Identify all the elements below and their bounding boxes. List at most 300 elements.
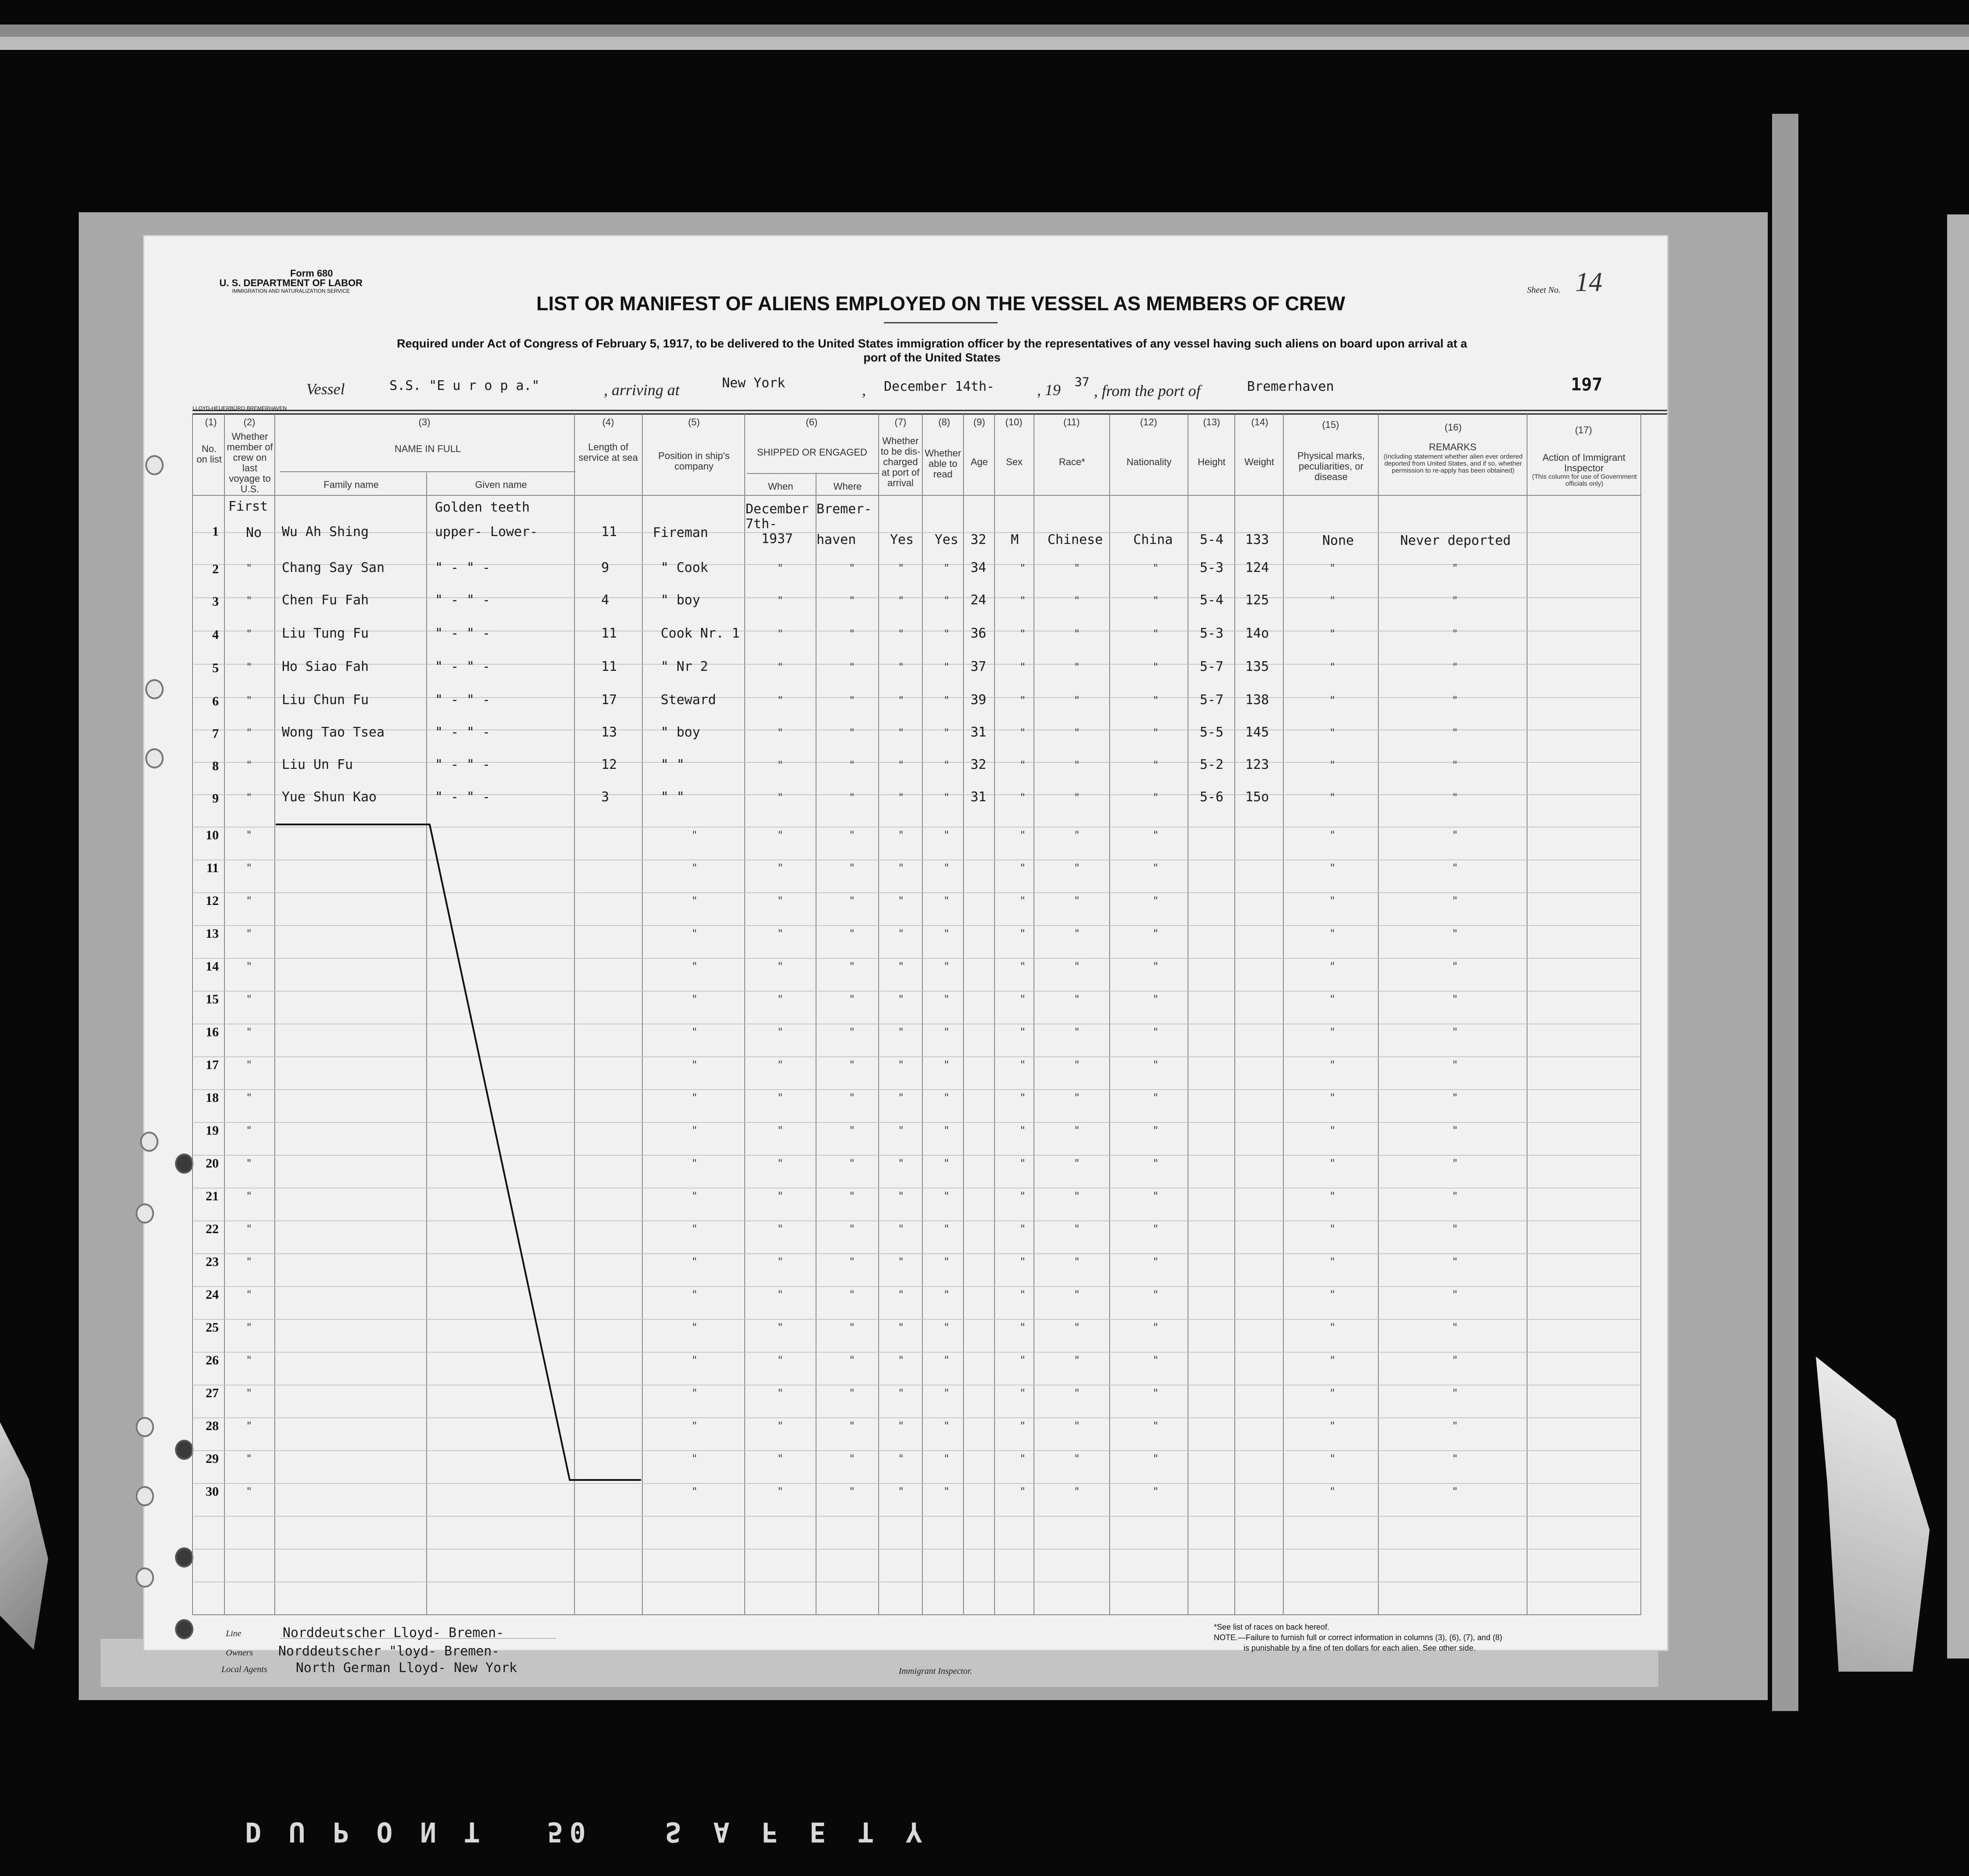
ditto-mark: " — [943, 1157, 950, 1169]
ditto-mark: " — [898, 661, 904, 673]
ditto-mark: " — [1020, 927, 1026, 940]
row-position: Steward — [661, 692, 716, 708]
ditto-mark: " — [777, 927, 784, 940]
col-num-15: (15) — [1322, 419, 1339, 430]
row-number: 5 — [212, 661, 219, 675]
ditto-mark: " — [1153, 960, 1159, 972]
ditto-mark: " — [898, 1354, 904, 1366]
ditto-mark: " — [849, 1354, 855, 1366]
ditto-mark: " — [1020, 1420, 1026, 1432]
ditto-mark: " — [898, 726, 904, 739]
ditto-mark: " — [1153, 829, 1159, 841]
arriving-port: New York — [722, 375, 785, 391]
ditto-mark: " — [943, 960, 950, 972]
ditto-mark: " — [1329, 1288, 1336, 1301]
row-weight: 124 — [1245, 560, 1269, 575]
ditto-mark: " — [246, 829, 252, 841]
ditto-mark: " — [1153, 661, 1159, 673]
ditto-mark: " — [777, 1354, 784, 1366]
ditto-mark: " — [777, 829, 784, 841]
row-weight: 138 — [1245, 692, 1269, 708]
row-age: 34 — [970, 560, 987, 575]
row1-length: 11 — [601, 524, 617, 540]
row1-nationality: China — [1133, 532, 1173, 547]
row-given-name: " - " - — [435, 692, 490, 708]
ditto-mark: " — [246, 927, 252, 940]
ditto-mark: " — [849, 1059, 855, 1071]
ditto-mark: " — [1074, 1255, 1080, 1268]
film-edge-strip — [0, 37, 1969, 50]
ditto-mark: " — [777, 894, 784, 907]
ditto-mark: " — [777, 1420, 784, 1432]
ditto-mark: " — [1020, 1485, 1026, 1497]
ditto-mark: " — [777, 1026, 784, 1038]
col-num-6: (6) — [806, 417, 818, 428]
ditto-mark: " — [849, 1321, 855, 1333]
ditto-mark: " — [1020, 862, 1026, 874]
ditto-mark: " — [1153, 993, 1159, 1005]
row-height: 5-3 — [1200, 626, 1224, 641]
ditto-mark: " — [1020, 1124, 1026, 1136]
row1-race: Chinese — [1048, 532, 1103, 547]
ditto-mark: " — [691, 1452, 698, 1465]
ditto-mark: " — [1153, 1059, 1159, 1071]
row-number: 9 — [212, 791, 219, 806]
ditto-mark: " — [1074, 594, 1080, 607]
ditto-mark: " — [1020, 759, 1026, 771]
ditto-mark: " — [1020, 1452, 1026, 1465]
ditto-mark: " — [246, 759, 252, 771]
row1-given-top: Golden teeth — [435, 500, 530, 515]
col-num-4: (4) — [602, 417, 614, 428]
ditto-mark: " — [1452, 562, 1458, 574]
ditto-mark: " — [1452, 1091, 1458, 1104]
header-remarks: REMARKS — [1429, 442, 1477, 452]
film-letter: N — [420, 1816, 443, 1848]
row-family-name: Liu Un Fu — [282, 757, 353, 772]
ditto-mark: " — [1020, 1288, 1026, 1301]
ditto-mark: " — [246, 1354, 252, 1366]
ditto-mark: " — [1452, 1157, 1458, 1169]
ditto-mark: " — [246, 661, 252, 673]
manifest-form: Form 680 U. S. DEPARTMENT OF LABOR IMMIGRATION AND NATURALIZATION SERVICE LIST OR MANIFEST OF ALIENS EMPLOYED ON THE VESSEL AS MEMBERS OF CREW Required under Act of Congress of February 5, 1917, to be delivered to the United States immigration officer by the representatives of any vessel having such aliens on board upon arrival at a port of the United States Sheet No. 14 Vessel S.S. "E u r o p a." , arriving at New York , December 14th- , 19 37 , from the port of Bremerhaven 197 LLOYD-HEUERBÜRO BREMERHAVEN (1) (2) (3) (4) (5) (6) (7) (8) (9) (10) (11) (12) (13) (14) (15) (16) (17) No. on list Whether member of crew on last voyage to U.S. NAME IN FULL Family name Given name Length of service at sea Position in ship's company SHIPPED OR ENGAGED When Where Whether to be dis-charged at port of arrival Whether able to read Age Sex Race* Nationality Height Weight Physical marks, peculiarities, or disease REMARKS (Including statement whether alien ever ordered deported from United States, and if so, whether permission to re-apply has been obtained) Action of Immigrant Inspector (This column for use of Government officials only) 1 First No Wu Ah Shing Golden teeth upper- Lower- 11 Fireman December 7th- 1937 Bremer- haven Yes Yes 32 M Chinese China 5-4 133 None Never deported 2 Chang Say San " - " - 9 " Cook 34 5-3 124 " " " " " " " " " " 3 Chen Fu Fah " - " - 4 " boy 24 5-4 125 " " " " " " " " " " 4 Liu Tung Fu " - " - 11 Cook Nr. 1 36 5-3 14o " " " " " " " " " " 5 Ho Siao Fah " - " - 11 " Nr 2 37 5-7 135 " " " " " " " " " " 6 Liu Chun Fu " - " - 17 Steward 39 5-7 138 " " " " " " " " " " 7 Wong Tao Tsea " - " - 13 " boy 31 5-5 145 " " " " " " " " " " 8 Liu Un Fu " - " - 12 " " 32 5-2 123 " " " " " " " " " " 9 Yue Shun Kao " - " - 3 " " 31 5-6 15o " " " " " " " " " " 10 " " " " " " " " " " " 11 " " " " " " " " " " " 12 " " " " " " " " " " " 13 " " " " " " " " " " " 14 " " " " " " " " " " " 15 " " " " " " " " " " " 16 " " " " " " " " " " " 17 " " " " " " " " " " " 18 " " " " " " " " " " " 19 " " " " " " " " " " " 20 " " " " " " " " " " " 21 " " " " " " " " " " " 22 " " " " " " " " " " " 23 " " " " " " " " " " " 24 " " " " " " " " " " " 25 " " " " " " " " " " " 26 " " " " " " " " " " " 27 " " " " " " " " " " " 28 " " " " " " " " " " " 29 " " " " " " " " " " " 30 " " " " " " " " " " " Line Norddeutscher Lloyd- Bremen- Owners Norddeutscher "loyd- Bremen- Local Agents North German Lloyd- New York Immigrant Inspector. *See list of races on back hereof. NOTE.—Failure to furnish full or correct information in columns (3), (6), (7), and (8) is punishable by a fine of ten dollars for each alien. See other side. — [144, 236, 1667, 1650]
row1-discharged: Yes — [890, 532, 914, 547]
footer-note-races: *See list of races on back hereof. — [1214, 1623, 1330, 1631]
ditto-mark: " — [1452, 993, 1458, 1005]
ditto-mark: " — [1329, 960, 1336, 972]
row-length: 17 — [601, 692, 617, 708]
ditto-mark: " — [1020, 694, 1026, 706]
ditto-mark: " — [1153, 791, 1159, 803]
ditto-mark: " — [1329, 1321, 1336, 1333]
ditto-mark: " — [691, 1485, 698, 1497]
row-number: 16 — [206, 1025, 219, 1039]
ditto-mark: " — [777, 1387, 784, 1399]
header-nationality: Nationality — [1126, 456, 1172, 467]
row1-age: 32 — [970, 532, 987, 547]
adjacent-page-edge-far — [1947, 214, 1969, 1659]
ditto-mark: " — [1074, 927, 1080, 940]
ditto-mark: " — [898, 1190, 904, 1202]
ditto-mark: " — [898, 694, 904, 706]
ditto-mark: " — [943, 1223, 950, 1235]
row1-whether: No — [246, 525, 262, 540]
service-name: IMMIGRATION AND NATURALIZATION SERVICE — [232, 288, 350, 294]
ditto-mark: " — [1153, 759, 1159, 771]
footer-line: Norddeutscher Lloyd- Bremen- — [283, 1625, 504, 1641]
ditto-mark: " — [898, 1452, 904, 1465]
ditto-mark: " — [1329, 1190, 1336, 1202]
ditto-mark: " — [1153, 862, 1159, 874]
col-num-17: (17) — [1575, 424, 1592, 435]
ditto-mark: " — [1020, 1157, 1026, 1169]
ditto-mark: " — [1153, 1288, 1159, 1301]
ditto-mark: " — [849, 628, 855, 640]
col-num-8: (8) — [938, 417, 950, 428]
page-fragment-left — [0, 1422, 48, 1650]
ditto-mark: " — [1020, 791, 1026, 803]
ditto-mark: " — [1153, 1255, 1159, 1268]
row-position: Cook Nr. 1 — [661, 626, 740, 641]
ditto-mark: " — [1074, 1223, 1080, 1235]
ditto-mark: " — [898, 759, 904, 771]
ditto-mark: " — [1020, 1190, 1026, 1202]
footer-line-label: Line — [226, 1629, 242, 1638]
ditto-mark: " — [246, 894, 252, 907]
row-family-name: Liu Tung Fu — [282, 626, 369, 641]
ditto-mark: " — [849, 1485, 855, 1497]
ditto-mark: " — [691, 1190, 698, 1202]
row-height: 5-5 — [1200, 725, 1224, 740]
ditto-mark: " — [1452, 894, 1458, 907]
ditto-mark: " — [943, 1485, 950, 1497]
ditto-mark: " — [1020, 1354, 1026, 1366]
ditto-mark: " — [849, 726, 855, 739]
agency-stamp: LLOYD-HEUERBÜRO BREMERHAVEN — [193, 405, 287, 411]
row-given-name: " - " - — [435, 593, 490, 608]
ditto-mark: " — [691, 927, 698, 940]
ditto-mark: " — [1452, 1485, 1458, 1497]
ditto-mark: " — [777, 594, 784, 607]
ditto-mark: " — [1020, 1059, 1026, 1071]
row-weight: 145 — [1245, 725, 1269, 740]
row-family-name: Liu Chun Fu — [282, 692, 369, 708]
row-length: 9 — [601, 560, 610, 575]
arriving-label: , arriving at — [604, 381, 680, 399]
ditto-mark: " — [943, 1026, 950, 1038]
row-number: 18 — [206, 1091, 219, 1105]
ditto-mark: " — [1153, 1190, 1159, 1202]
ditto-mark: " — [1020, 1223, 1026, 1235]
ditto-mark: " — [1452, 1223, 1458, 1235]
row-position: " boy — [661, 593, 701, 608]
ditto-mark: " — [898, 1091, 904, 1104]
ditto-mark: " — [777, 1190, 784, 1202]
ditto-mark: " — [849, 594, 855, 607]
ditto-mark: " — [1074, 1124, 1080, 1136]
ditto-mark: " — [1074, 791, 1080, 803]
row-given-name: " - " - — [435, 757, 490, 772]
ditto-mark: " — [943, 894, 950, 907]
ditto-mark: " — [849, 562, 855, 574]
row1-where-top: Bremer- — [816, 501, 872, 517]
ditto-mark: " — [1020, 960, 1026, 972]
ditto-mark: " — [777, 1157, 784, 1169]
ditto-mark: " — [1452, 694, 1458, 706]
film-letter: E — [809, 1816, 832, 1848]
row-age: 32 — [970, 757, 987, 772]
ditto-mark: " — [1074, 1321, 1080, 1333]
ditto-mark: " — [1452, 594, 1458, 607]
ditto-mark: " — [1074, 1091, 1080, 1104]
ditto-mark: " — [1329, 1026, 1336, 1038]
ditto-mark: " — [898, 829, 904, 841]
row-family-name: Chang Say San — [282, 560, 385, 575]
row-position: " " — [661, 789, 685, 805]
ditto-mark: " — [1153, 1157, 1159, 1169]
row-length: 13 — [601, 725, 617, 740]
row-weight: 123 — [1245, 757, 1269, 772]
ditto-mark: " — [777, 1452, 784, 1465]
row-height: 5-4 — [1200, 593, 1224, 608]
ditto-mark: " — [898, 1157, 904, 1169]
film-edge-top — [0, 25, 1969, 37]
film-letter: S — [665, 1816, 688, 1848]
row-number: 23 — [206, 1255, 219, 1269]
ditto-mark: " — [1452, 726, 1458, 739]
ditto-mark: " — [246, 993, 252, 1005]
ditto-mark: " — [777, 862, 784, 874]
footer-agents: North German Lloyd- New York — [296, 1660, 517, 1676]
ditto-mark: " — [1153, 1321, 1159, 1333]
ditto-mark: " — [777, 759, 784, 771]
row-height: 5-7 — [1200, 659, 1224, 674]
ditto-mark: " — [849, 1452, 855, 1465]
row-given-name: " - " - — [435, 659, 490, 674]
col-num-11: (11) — [1063, 417, 1080, 428]
film-letter: T — [464, 1816, 487, 1848]
row-age: 36 — [970, 626, 987, 641]
page-fragment-right — [1816, 1357, 1930, 1672]
header-action: Action of Immigrant Inspector — [1542, 452, 1626, 473]
ditto-mark: " — [1452, 1354, 1458, 1366]
ditto-mark: " — [1452, 1452, 1458, 1465]
ditto-mark: " — [898, 1255, 904, 1268]
form-subtitle-2: port of the United States — [863, 351, 1001, 364]
form-title: LIST OR MANIFEST OF ALIENS EMPLOYED ON THE VESSEL AS MEMBERS OF CREW — [536, 292, 1345, 315]
ditto-mark: " — [943, 927, 950, 940]
row-number: 24 — [206, 1287, 219, 1302]
row-family-name: Ho Siao Fah — [282, 659, 369, 674]
row-age: 39 — [970, 692, 987, 708]
ditto-mark: " — [1153, 726, 1159, 739]
ditto-mark: " — [246, 1255, 252, 1268]
row-given-name: " - " - — [435, 626, 490, 641]
header-where: Where — [833, 481, 862, 492]
row-age: 37 — [970, 659, 987, 674]
ditto-mark: " — [246, 862, 252, 874]
row1-when-top: December — [746, 501, 809, 517]
ditto-mark: " — [1074, 1026, 1080, 1038]
ditto-mark: " — [777, 1255, 784, 1268]
header-action-note: (This column for use of Government officials only) — [1532, 473, 1637, 487]
ditto-mark: " — [1329, 1452, 1336, 1465]
form-subtitle: Required under Act of Congress of February 5, 1917, to be delivered to the United States immigration officer by the representatives of any vessel having such aliens on board upon arrival at a — [396, 337, 1468, 350]
ditto-mark: " — [943, 791, 950, 803]
ditto-mark: " — [1452, 1387, 1458, 1399]
ditto-mark: " — [1452, 1255, 1458, 1268]
footer-agents-label: Local Agents — [221, 1665, 267, 1674]
ditto-mark: " — [943, 1255, 950, 1268]
ditto-mark: " — [943, 862, 950, 874]
header-family-name: Family name — [323, 479, 379, 490]
ditto-mark: " — [898, 791, 904, 803]
header-able-to-read: Whether able to read — [925, 448, 961, 480]
ditto-mark: " — [898, 562, 904, 574]
ditto-mark: " — [849, 1420, 855, 1432]
header-whether-member: Whether member of crew on last voyage to U.S. — [227, 431, 273, 494]
ditto-mark: " — [1329, 829, 1336, 841]
ditto-mark: " — [691, 1255, 698, 1268]
row-weight: 14o — [1245, 626, 1269, 641]
ditto-mark: " — [1074, 1288, 1080, 1301]
film-letter: Y — [906, 1816, 928, 1848]
header-no-on-list: No. on list — [196, 443, 222, 465]
ditto-mark: " — [943, 694, 950, 706]
ditto-mark: " — [1020, 1026, 1026, 1038]
film-letter: 50 — [547, 1816, 592, 1848]
ditto-mark: " — [1020, 993, 1026, 1005]
ditto-mark: " — [1452, 628, 1458, 640]
ditto-mark: " — [849, 1288, 855, 1301]
ditto-mark: " — [898, 1321, 904, 1333]
row-number: 22 — [206, 1222, 219, 1236]
row-given-name: " - " - — [435, 560, 490, 575]
ditto-mark: " — [1153, 1124, 1159, 1136]
ditto-mark: " — [1329, 1387, 1336, 1399]
ditto-mark: " — [1074, 1354, 1080, 1366]
row-number: 15 — [206, 992, 219, 1006]
ditto-mark: " — [943, 1420, 950, 1432]
header-position: Position in ship's company — [658, 450, 730, 472]
ditto-mark: " — [1020, 726, 1026, 739]
row-number: 26 — [206, 1353, 219, 1368]
ditto-mark: " — [246, 1026, 252, 1038]
footer-owners-label: Owners — [226, 1648, 253, 1658]
ditto-mark: " — [777, 791, 784, 803]
row-height: 5-2 — [1200, 757, 1224, 772]
ditto-mark: " — [691, 1321, 698, 1333]
ditto-mark: " — [1452, 927, 1458, 940]
row1-height: 5-4 — [1200, 532, 1224, 547]
arrival-date: December 14th- — [884, 379, 995, 394]
row-position: " boy — [661, 725, 701, 740]
header-remarks-note: (Including statement whether alien ever ordered deported from United States, and if so, whether permission to re-apply has been obtained) — [1384, 453, 1523, 474]
row1-given-name: upper- Lower- — [435, 524, 538, 540]
ditto-mark: " — [691, 960, 698, 972]
ditto-mark: " — [943, 1452, 950, 1465]
ditto-mark: " — [943, 993, 950, 1005]
ditto-mark: " — [1153, 927, 1159, 940]
film-letter: A — [713, 1816, 736, 1848]
ditto-mark: " — [849, 1026, 855, 1038]
ditto-mark: " — [849, 791, 855, 803]
ditto-mark: " — [1074, 694, 1080, 706]
ditto-mark: " — [849, 1223, 855, 1235]
ditto-mark: " — [246, 562, 252, 574]
ditto-mark: " — [1329, 1354, 1336, 1366]
ditto-mark: " — [849, 661, 855, 673]
header-race: Race* — [1059, 456, 1085, 467]
row1-position: Fireman — [653, 525, 708, 540]
row1-when: 1937 — [761, 531, 793, 547]
ditto-mark: " — [246, 1223, 252, 1235]
ditto-mark: " — [849, 759, 855, 771]
ditto-mark: " — [1074, 726, 1080, 739]
ditto-mark: " — [1020, 1321, 1026, 1333]
ditto-mark: " — [943, 1190, 950, 1202]
ditto-mark: " — [1074, 960, 1080, 972]
row-height: 5-6 — [1200, 789, 1224, 805]
ditto-mark: " — [777, 993, 784, 1005]
ditto-mark: " — [898, 1223, 904, 1235]
ditto-mark: " — [1074, 862, 1080, 874]
ditto-mark: " — [1452, 1420, 1458, 1432]
ditto-mark: " — [1074, 562, 1080, 574]
ditto-mark: " — [1020, 562, 1026, 574]
ditto-mark: " — [1153, 1420, 1159, 1432]
row-position: " " — [661, 757, 685, 772]
ditto-mark: " — [849, 1190, 855, 1202]
row-number: 14 — [206, 959, 219, 974]
row-number-1: 1 — [212, 524, 219, 539]
header-length-of-service: Length of service at sea — [578, 442, 638, 463]
row-given-name: " - " - — [435, 789, 490, 805]
ditto-mark: " — [1329, 1255, 1336, 1268]
ditto-mark: " — [691, 1157, 698, 1169]
row1-weight: 133 — [1245, 532, 1269, 547]
year-prefix: , 19 — [1037, 381, 1061, 399]
ditto-mark: " — [1074, 1157, 1080, 1169]
row-number: 13 — [206, 926, 219, 941]
ditto-mark: " — [898, 1288, 904, 1301]
ditto-mark: " — [691, 829, 698, 841]
row-weight: 15o — [1245, 789, 1269, 805]
ditto-mark: " — [898, 894, 904, 907]
ditto-mark: " — [1329, 927, 1336, 940]
ditto-mark: " — [849, 829, 855, 841]
row-number: 27 — [206, 1386, 219, 1400]
ditto-mark: " — [1153, 1387, 1159, 1399]
ditto-mark: " — [898, 1420, 904, 1432]
ditto-mark: " — [1452, 791, 1458, 803]
ditto-mark: " — [1074, 1420, 1080, 1432]
ditto-mark: " — [1329, 993, 1336, 1005]
footer-owners: Norddeutscher "loyd- Bremen- — [278, 1644, 500, 1659]
ditto-mark: " — [246, 1190, 252, 1202]
ditto-mark: " — [1329, 726, 1336, 739]
ditto-mark: " — [1329, 791, 1336, 803]
ditto-mark: " — [1020, 594, 1026, 607]
ditto-mark: " — [1452, 661, 1458, 673]
ditto-mark: " — [1452, 759, 1458, 771]
row-length: 3 — [601, 789, 610, 805]
header-given-name: Given name — [475, 479, 527, 490]
ditto-mark: " — [246, 1091, 252, 1104]
ditto-mark: " — [777, 1124, 784, 1136]
ditto-mark: " — [1153, 1452, 1159, 1465]
ditto-mark: " — [1452, 829, 1458, 841]
